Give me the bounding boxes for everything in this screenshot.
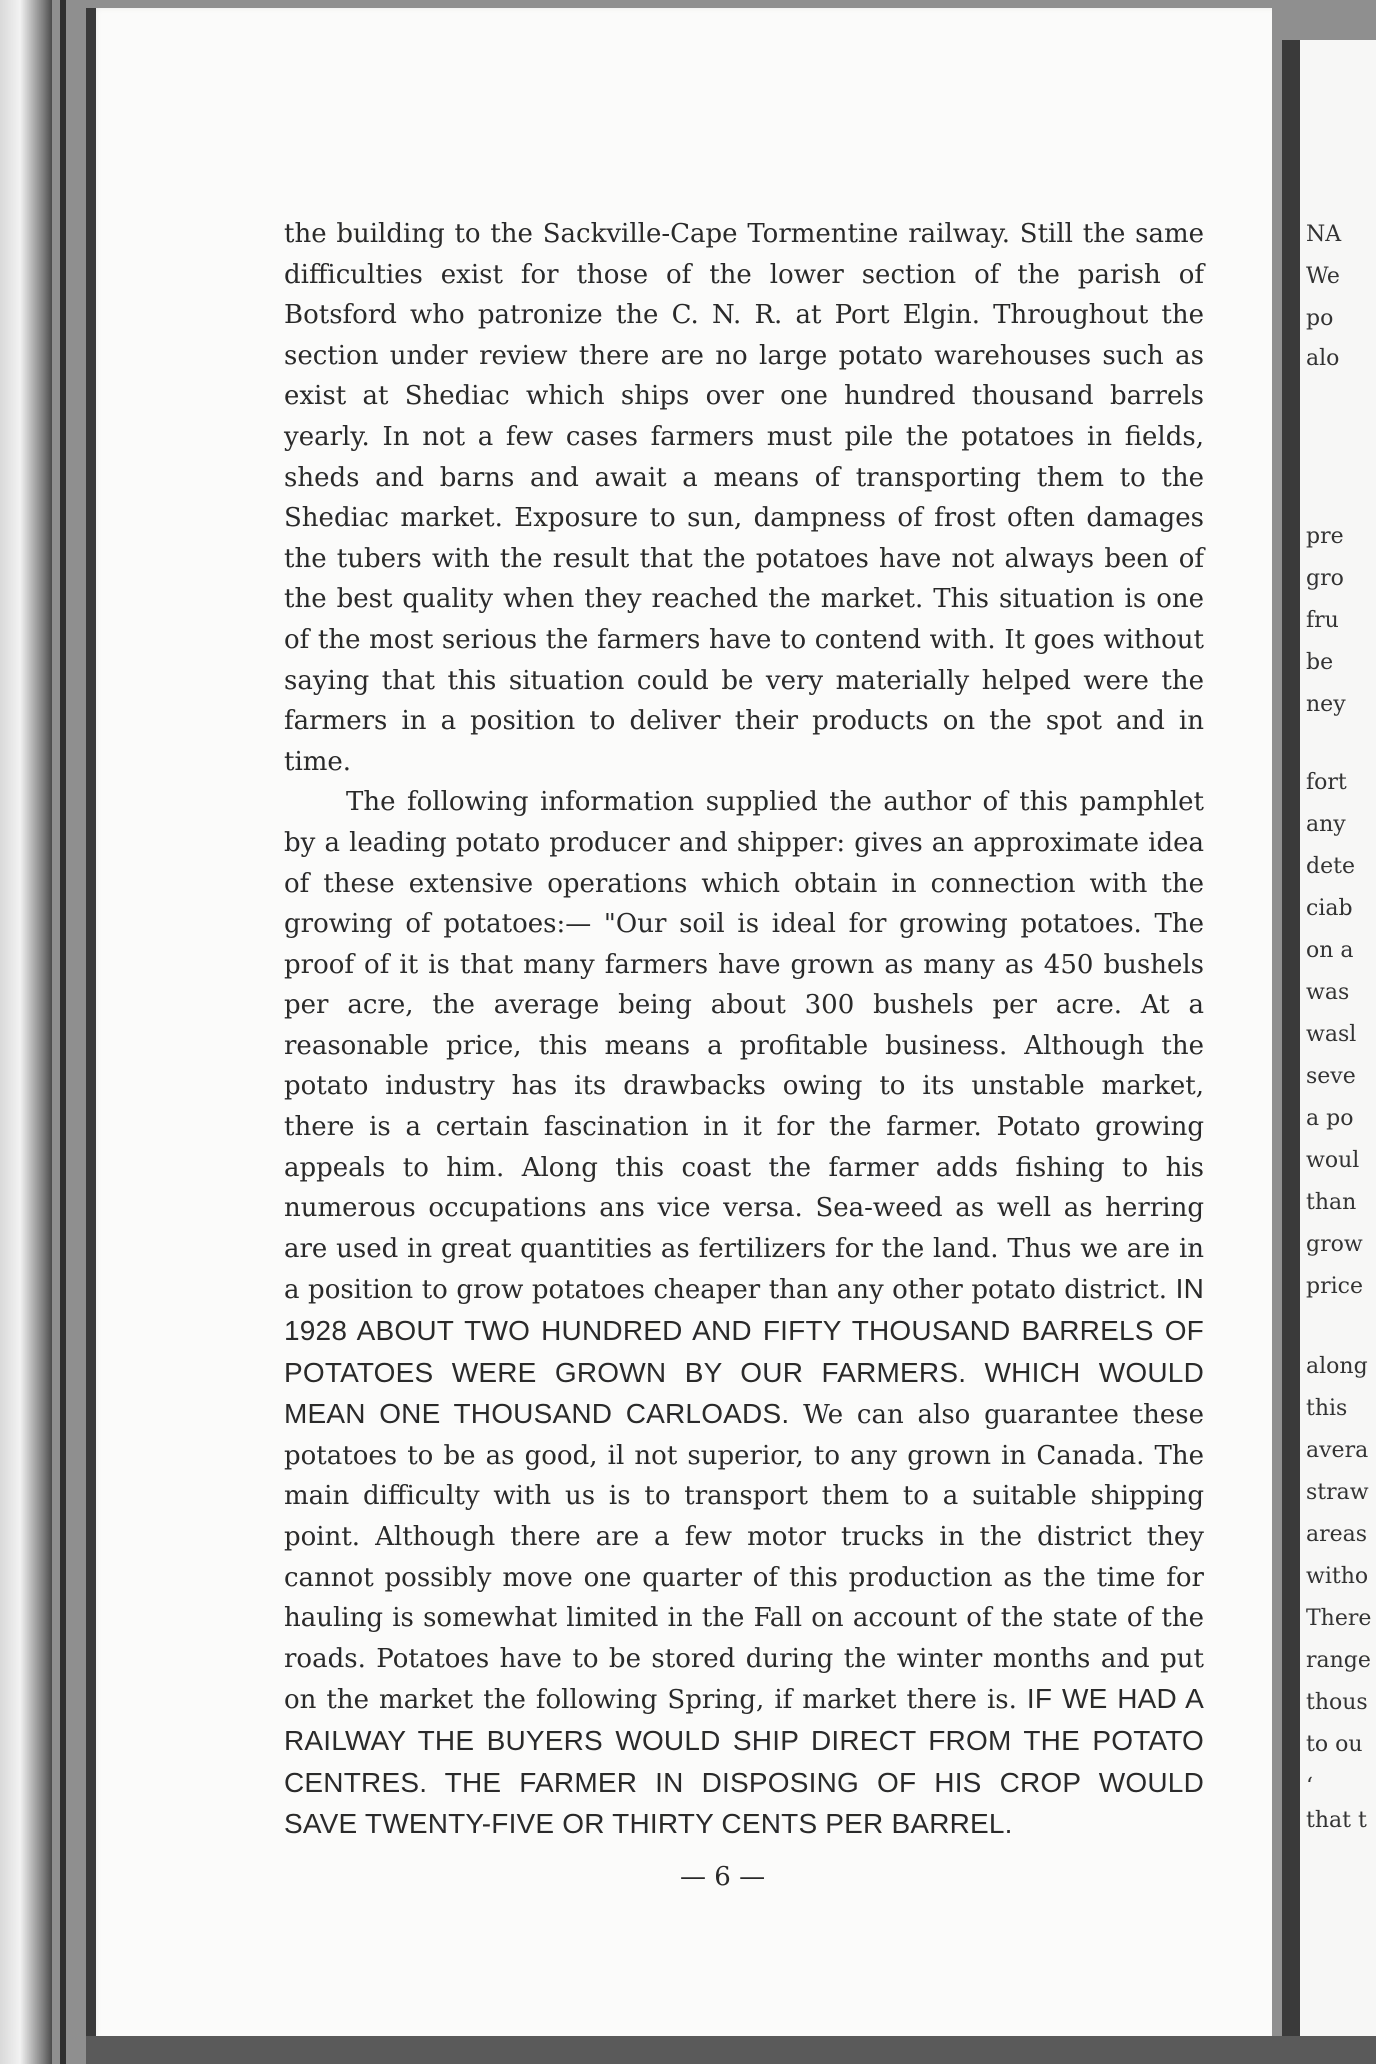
facing-fragment: seve: [1306, 1064, 1356, 1089]
facing-fragment: on a: [1306, 938, 1354, 963]
paragraph-2-part-a: The following information supplied the author of this pamphlet by a leading potato producer and shipper: gives an approximate idea of these extensive operations which obtain in connection with the growing of potatoes:— "Our soil is ideal for growing potatoes. The proof of it is that many farmers have grown as many as 450 bushels per acre, the average being about 300 bushels per acre. At a reasonable price, this means a profitable business. Although the potato industry has its drawbacks owing to its unstable market, there is a certain fascination in it for the farmer. Potato growing appeals to him. Along this coast the farmer adds fishing to his numerous occupations ans vice versa. Sea-weed as well as herring are used in great quantities as fertilizers for the land. Thus we are in a position to grow potatoes cheaper than any other potato district.: [284, 787, 1204, 1306]
facing-fragment: a po: [1306, 1106, 1354, 1131]
facing-fragment: fru: [1306, 608, 1339, 633]
paragraph-1: the building to the Sackville-Cape Tormentine railway. Still the same difficulties exist for those of the lower section of the parish of Botsford who patronize the C. N. R. at Port Elgin. Throughout the section under review there are no large potato warehouses such as exist at Shediac which ships over one hundred thousand barrels yearly. In not a few cases farmers must pile the potatoes in fields, sheds and barns and await a means of transporting them to the Shediac market. Exposure to sun, dampness of frost often damages the tubers with the result that the potatoes have not always been of the best quality when they reached the market. This situation is one of the most serious the farmers have to contend with. It goes without saying that this situation could be very materially helped were the farmers in a position to deliver their products on the spot and in time.: [284, 219, 1204, 777]
facing-fragment: to ou: [1306, 1732, 1363, 1757]
facing-fragment: that t: [1306, 1808, 1367, 1833]
facing-page-text: [1306, 0, 1376, 2064]
binding-shadow: [60, 0, 66, 2064]
facing-fragment: dete: [1306, 854, 1355, 879]
facing-fragment: gro: [1306, 566, 1344, 591]
facing-fragment: this: [1306, 1396, 1348, 1421]
page-left-border: [86, 8, 96, 2052]
facing-fragment: along: [1306, 1354, 1368, 1379]
scan-bottom-edge: [86, 2036, 1376, 2064]
emphasis-caps-2: IF WE HAD A RAILWAY THE BUYERS WOULD SHIP DIRECT FROM THE POTATO CENTRES. THE FARMER IN DISPOSING OF HIS CROP WOULD SAVE TWENTY-FIVE OR THIRTY CENTS PER BARREL.: [284, 1683, 1204, 1840]
paragraph-2-part-b: We can also guarantee these potatoes to be as good, il not superior, to any grown in Canada. The main difficulty with us is to transport them to a suitable shipping point. Although there are a few motor trucks in the district they cannot possibly move one quarter of this production as the time for hauling is somewhat limited in the Fall on account of the state of the roads. Potatoes have to be stored during the winter months and put on the market the following Spring, if market there is.: [284, 1400, 1204, 1716]
facing-fragment: ciab: [1306, 896, 1353, 921]
facing-fragment: witho: [1306, 1564, 1369, 1589]
emphasis-caps-1: IN 1928 ABOUT TWO HUNDRED AND FIFTY THOUSAND BARRELS OF POTATOES WERE GROWN BY OUR FARMERS. WHICH WOULD MEAN ONE THOUSAND CARLOADS.: [284, 1273, 1204, 1430]
facing-fragment: We: [1306, 264, 1340, 289]
facing-fragment: pre: [1306, 524, 1344, 549]
facing-fragment: be: [1306, 650, 1334, 675]
facing-fragment: any: [1306, 812, 1346, 837]
facing-fragment: There: [1306, 1606, 1372, 1631]
facing-fragment: areas: [1306, 1522, 1368, 1547]
facing-fragment: NA: [1306, 222, 1342, 247]
facing-fragment: fort: [1306, 770, 1347, 795]
facing-fragment: wasl: [1306, 1022, 1357, 1047]
facing-fragment: ney: [1306, 692, 1346, 717]
facing-fragment: price: [1306, 1274, 1363, 1299]
facing-fragment: was: [1306, 980, 1350, 1005]
page-number: — 6 —: [680, 1862, 766, 1892]
facing-fragment: range: [1306, 1648, 1371, 1673]
facing-fragment: avera: [1306, 1438, 1369, 1463]
facing-fragment: than: [1306, 1190, 1357, 1215]
paragraph-2: [284, 782, 1204, 1845]
facing-fragment: alo: [1306, 346, 1340, 371]
facing-fragment: straw: [1306, 1480, 1369, 1505]
facing-fragment: woul: [1306, 1148, 1360, 1173]
facing-fragment: thous: [1306, 1690, 1368, 1715]
scan-left-edge: [0, 0, 52, 2064]
facing-fragment: grow: [1306, 1232, 1363, 1257]
facing-fragment: ‘: [1306, 1774, 1313, 1799]
facing-fragment: po: [1306, 306, 1334, 331]
body-text: [284, 214, 1204, 1846]
